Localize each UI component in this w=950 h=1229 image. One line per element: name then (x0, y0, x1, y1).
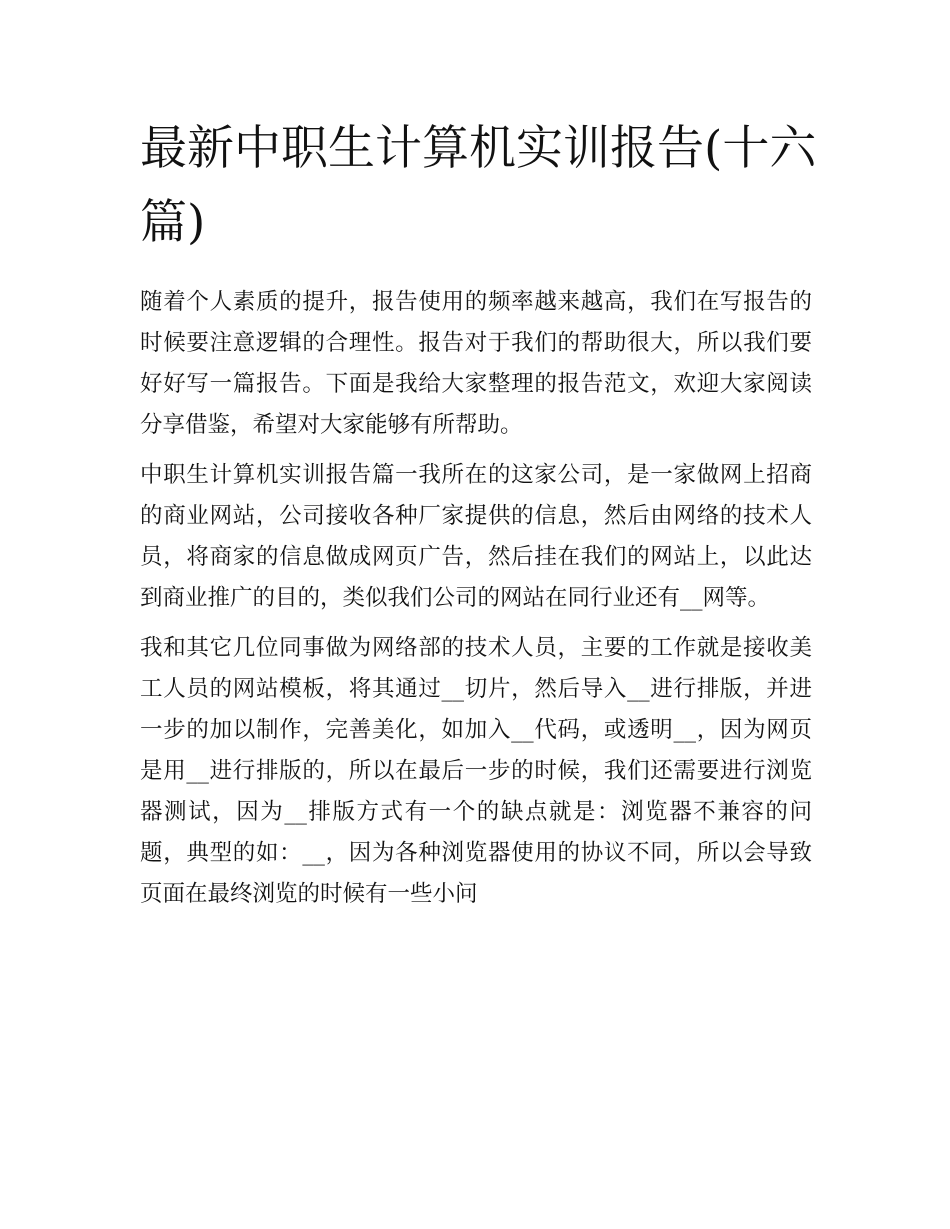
paragraph-intro: 随着个人素质的提升，报告使用的频率越来越高，我们在写报告的时候要注意逻辑的合理性。报告对于我们的帮助很大，所以我们要好好写一篇报告。下面是我给大家整理的报告范文，欢迎大家阅读分享借鉴，希望对大家能够有所帮助。 (140, 289, 812, 438)
paragraph-work: 我和其它几位同事做为网络部的技术人员，主要的工作就是接收美工人员的网站模板，将其通过__切片，然后导入__进行排版，并进一步的加以制作，完善美化，如加入__代码，或透明__，因为网页是用__进行排版的，所以在最后一步的时候，我们还需要进行浏览器测试，因为__排版方式有一个的缺点就是：浏览器不兼容的问题，典型的如：__，因为各种浏览器使用的协议不同，所以会导致页面在最终浏览的时候有一些小问 (140, 635, 812, 907)
paragraph-company: 中职生计算机实训报告篇一我所在的这家公司，是一家做网上招商的商业网站，公司接收各种厂家提供的信息，然后由网络的技术人员，将商家的信息做成网页广告，然后挂在我们的网站上，以此达到商业推广的目的，类似我们公司的网站在同行业还有__网等。 (140, 462, 812, 611)
document-body (140, 282, 812, 924)
document-title: 最新中职生计算机实训报告(十六篇) (140, 121, 817, 250)
